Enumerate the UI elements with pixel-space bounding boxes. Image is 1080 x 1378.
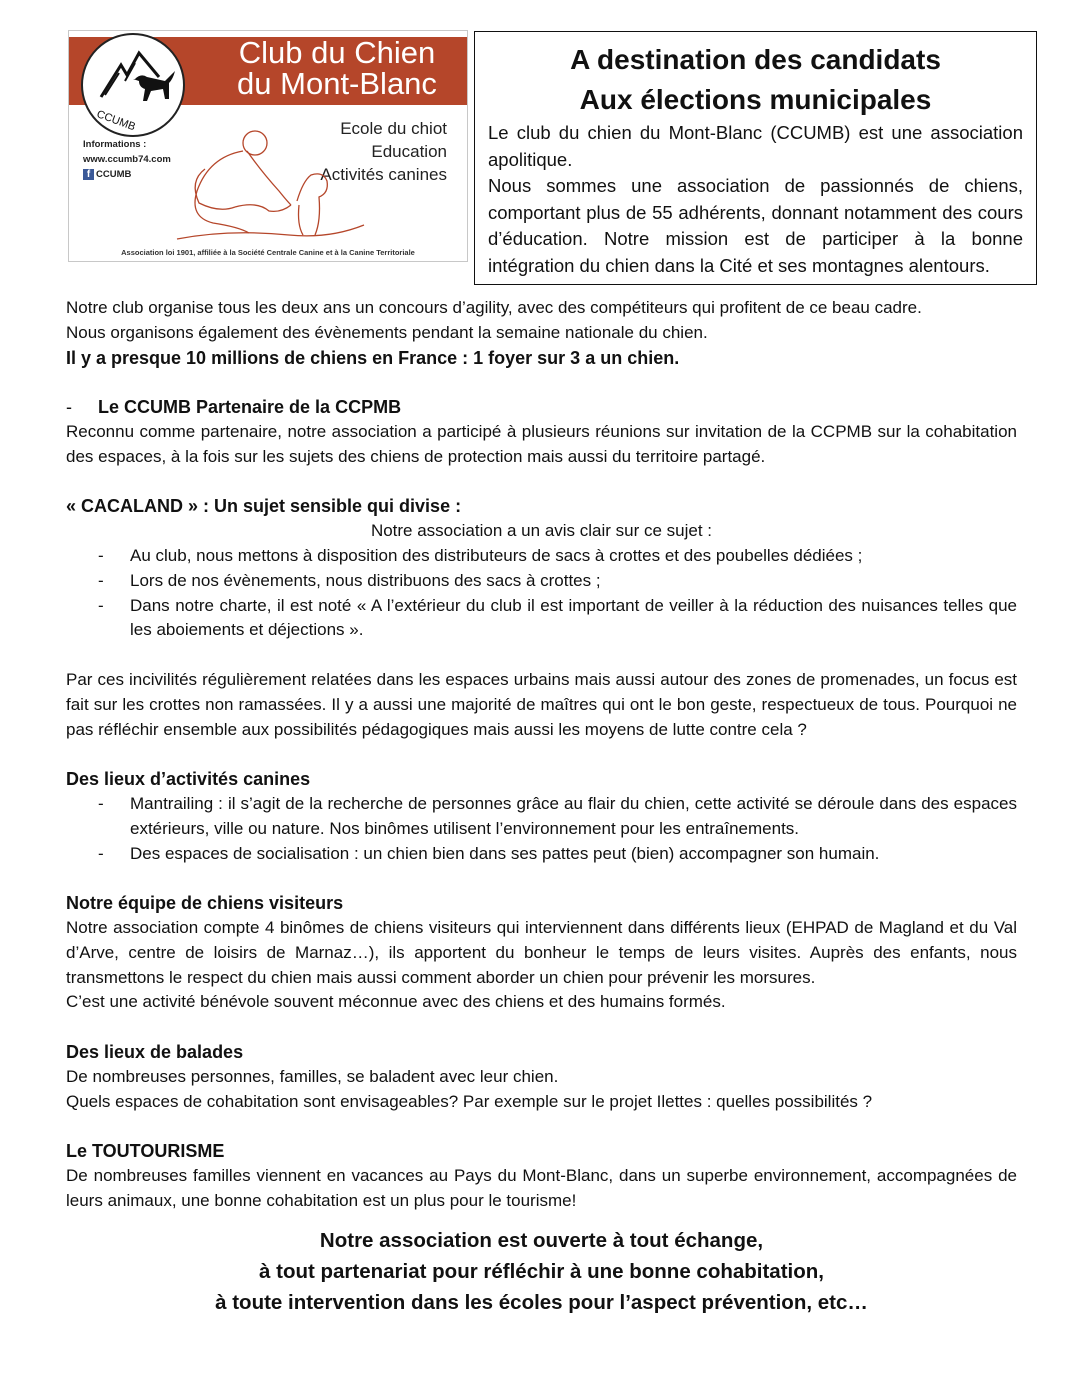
- svg-text:CCUMB: CCUMB: [94, 108, 137, 134]
- opening-highlight: Il y a presque 10 millions de chiens en France : 1 foyer sur 3 a un chien.: [66, 347, 680, 368]
- list-item: - Mantrailing : il s’agit de la recherche de personnes grâce au flair du chien, cette activité se déroule dans des espaces extérieurs, ville ou nature. Nos binômes utilisent l’environnement pour les entraînements.: [130, 792, 1017, 842]
- intro-paragraph: Nous sommes une association de passionnés de chiens, comportant plus de 55 adhérents, donnant notamment des cours d’éducation. Notre mission est de participer à la bonne intégration du chien dans la Cité et ses montagnes alentours.: [488, 175, 1023, 276]
- person-with-dog-illustration: [169, 121, 369, 251]
- list-item: - Dans notre charte, il est noté « A l’extérieur du club il est important de veiller à la réduction des nuisances telles que les aboiements et déjections ».: [130, 594, 1017, 644]
- list-item: - Lors de nos évènements, nous distribuons des sacs à crottes ;: [130, 569, 1017, 594]
- closing-line: à tout partenariat pour réfléchir à une bonne cohabitation,: [259, 1260, 824, 1284]
- section-text-visitors: C’est une activité bénévole souvent méconnue avec des chiens et des humains formés.: [66, 992, 726, 1012]
- section-text-visitors: Notre association compte 4 binômes de chiens visiteurs qui interviennent dans différents lieux (EHPAD de Magland et du Val d’Arve, centre de loisirs de Marnaz…), ils apportent du bonheur le temps de leurs visites. Auprès des enfants, nous transmettons le respect du chien mais aussi comment aborder un chien pour prévenir les morsures.: [66, 917, 1017, 987]
- section-heading-toutourisme: Le TOUTOURISME: [66, 1141, 225, 1162]
- document-title: [488, 40, 1023, 120]
- cacaland-list: [66, 544, 1017, 643]
- logo-title: [209, 37, 465, 99]
- list-item: - Des espaces de socialisation : un chien bien dans ses pattes peut (bien) accompagner son humain.: [130, 842, 1017, 867]
- section-text-walks: Quels espaces de cohabitation sont envisageables? Par exemple sur le projet Ilettes : quelles possibilités ?: [66, 1091, 873, 1111]
- tagline-item: Ecole du chiot: [340, 119, 447, 138]
- facebook-handle: CCUMB: [96, 169, 132, 180]
- list-item: - Au club, nous mettons à disposition des distributeurs de sacs à crottes et des poubelles dédiées ;: [130, 544, 1017, 569]
- tagline-item: Education: [371, 142, 447, 161]
- logo-title-line2: du Mont-Blanc: [237, 66, 437, 101]
- section-heading-cacaland: « CACALAND » : Un sujet sensible qui divise :: [66, 496, 462, 517]
- closing-line: à toute intervention dans les écoles pour l’aspect prévention, etc…: [215, 1291, 868, 1315]
- activities-list: [66, 792, 1017, 866]
- section-heading-visitors: Notre équipe de chiens visiteurs: [66, 893, 344, 914]
- intro-paragraph: Le club du chien du Mont-Blanc (CCUMB) est une association apolitique.: [488, 122, 1023, 170]
- logo-title-line1: Club du Chien: [238, 35, 436, 70]
- section-heading-partner: [66, 395, 1017, 420]
- logo-contact-info: [83, 137, 171, 182]
- tagline-item: Activités canines: [320, 165, 447, 184]
- facebook-icon: f: [83, 169, 94, 180]
- title-line1: A destination des candidats: [570, 44, 941, 75]
- mountain-dog-icon: [83, 35, 183, 135]
- section-heading-activities: Des lieux d’activités canines: [66, 769, 311, 790]
- intro-box: [474, 31, 1037, 285]
- document-body: [66, 296, 1017, 1318]
- section-text-partner: Reconnu comme partenaire, notre association a participé à plusieurs réunions sur invitation de la CCPMB sur la cohabitation des espaces, à la fois sur les sujets des chiens de protection mais aussi du territoire partagé.: [66, 421, 1017, 466]
- opening-line: Nous organisons également des évènements pendant la semaine nationale du chien.: [66, 322, 708, 342]
- website-link: www.ccumb74.com: [83, 154, 171, 165]
- closing-line: Notre association est ouverte à tout échange,: [319, 1229, 764, 1253]
- section-heading-walks: Des lieux de balades: [66, 1041, 244, 1062]
- section-text-toutourisme: De nombreuses familles viennent en vacances au Pays du Mont-Blanc, dans un superbe environnement, accompagnées de leurs animaux, une bonne cohabitation est un plus pour le tourisme!: [66, 1165, 1017, 1210]
- opening-line: Notre club organise tous les deux ans un concours d’agility, avec des compétiteurs qui profitent de ce beau cadre.: [66, 298, 922, 317]
- title-line2: Aux élections municipales: [579, 84, 932, 115]
- section-text-cacaland: Par ces incivilités régulièrement relatées dans les espaces urbains mais aussi autour des zones de promenades, un focus est fait sur les crottes non ramassées. Il y a aussi une majorité de maîtres qui ont le bon geste, respectueux de tous. Pourquoi ne pas réfléchir ensemble aux possibilités pédagogiques mais aussi les moyens de lutte contre cela ?: [66, 669, 1017, 739]
- section-subheading-cacaland: Notre association a un avis clair sur ce sujet :: [370, 521, 713, 541]
- closing-statement: [66, 1225, 1017, 1318]
- club-logo: [68, 30, 468, 262]
- logo-footer: Association loi 1901, affiliée à la Société Centrale Canine et à la Canine Territoriale: [121, 248, 415, 257]
- section-text-walks: De nombreuses personnes, familles, se baladent avec leur chien.: [66, 1066, 559, 1086]
- info-label: Informations :: [83, 139, 147, 150]
- heading-text: Le CCUMB Partenaire de la CCPMB: [98, 397, 402, 418]
- heading-dash: -: [66, 397, 72, 418]
